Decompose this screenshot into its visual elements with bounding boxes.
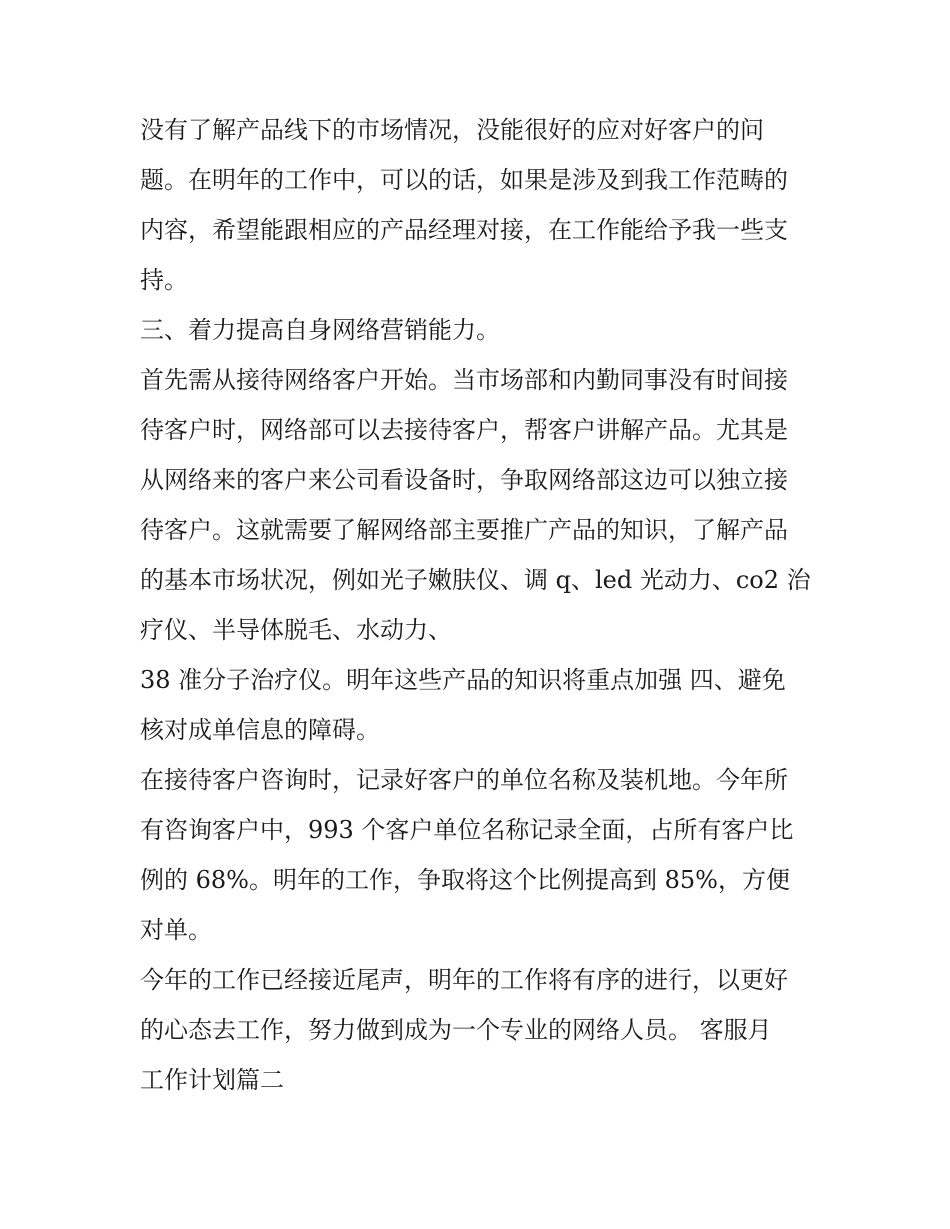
text-line: 核对成单信息的障碍。 (140, 716, 380, 744)
text-line: 在接待客户咨询时，记录好客户的单位名称及装机地。今年所 (140, 766, 788, 794)
text-line: 38 准分子治疗仪。明年这些产品的知识将重点加强 四、避免 (140, 666, 786, 694)
text-line: 的基本市场状况，例如光子嫩肤仪、调 q、led 光动力、co2 治 (140, 566, 811, 594)
text-line: 今年的工作已经接近尾声，明年的工作将有序的进行，以更好 (140, 966, 788, 994)
text-line: 的心态去工作，努力做到成为一个专业的网络人员。 客服月 (140, 1016, 772, 1044)
text-line: 对单。 (140, 916, 212, 944)
text-line: 有咨询客户中，993 个客户单位名称记录全面，占所有客户比 (140, 816, 794, 844)
section-heading: 三、着力提高自身网络营销能力。 (140, 316, 500, 344)
text-line: 内容，希望能跟相应的产品经理对接，在工作能给予我一些支 (140, 216, 788, 244)
text-line: 题。在明年的工作中，可以的话，如果是涉及到我工作范畴的 (140, 166, 788, 194)
text-line: 从网络来的客户来公司看设备时，争取网络部这边可以独立接 (140, 466, 788, 494)
text-line: 待客户。这就需要了解网络部主要推广产品的知识，了解产品 (140, 516, 788, 544)
text-line: 持。 (140, 266, 188, 294)
text-line: 首先需从接待网络客户开始。当市场部和内勤同事没有时间接 (140, 366, 788, 394)
text-line: 待客户时，网络部可以去接待客户，帮客户讲解产品。尤其是 (140, 416, 788, 444)
text-line: 例的 68%。明年的工作，争取将这个比例提高到 85%，方便 (140, 866, 790, 894)
text-line: 工作计划篇二 (140, 1066, 284, 1094)
text-line: 没有了解产品线下的市场情况，没能很好的应对好客户的问 (140, 116, 764, 144)
text-line: 疗仪、半导体脱毛、水动力、 (140, 616, 452, 644)
